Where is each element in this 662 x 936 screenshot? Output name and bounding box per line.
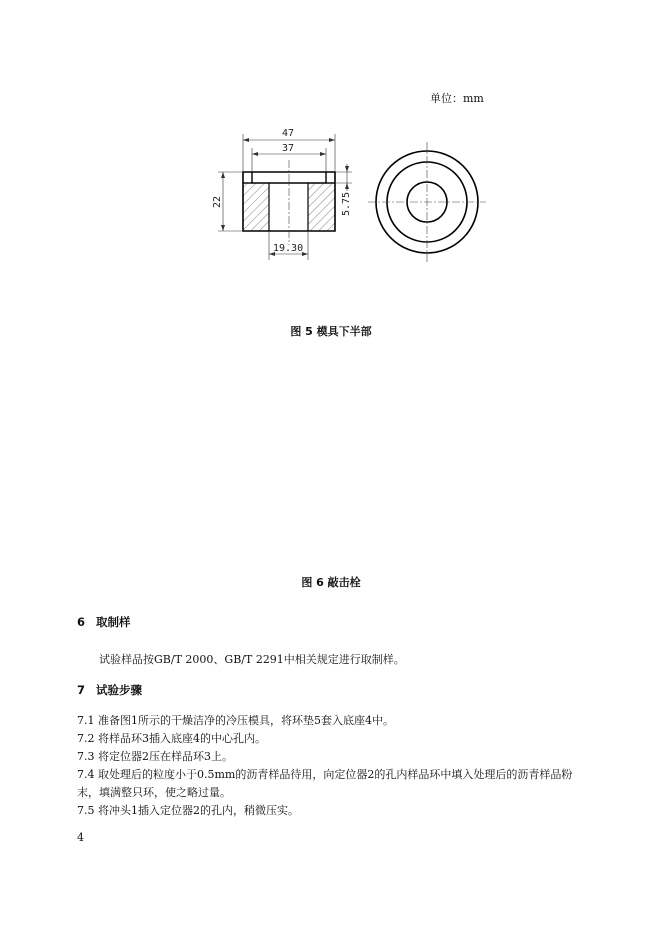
figure-5-drawing [200, 120, 500, 270]
step-7-4: 7.4 取处理后的粒度小于0.5mm的沥青样品待用，向定位器2的孔内样品环中填入处理后的沥青样品粉 [77, 768, 573, 781]
section-6-paragraph: 试验样品按GB/T 2000、GB/T 2291中相关规定进行取制样。 [99, 653, 405, 666]
dim-5-75: 5.75 [341, 191, 352, 216]
step-7-2: 7.2 将样品环3插入底座4的中心孔内。 [77, 732, 266, 745]
figure-5-caption: 图 5 模具下半部 [290, 325, 372, 338]
right-wall-hatch [308, 183, 335, 231]
section-7-number: 7 [77, 683, 86, 697]
section-6-number: 6 [77, 615, 86, 629]
section-7-heading [77, 682, 142, 698]
dim-37: 37 [282, 143, 295, 154]
unit-label: 单位：mm [430, 92, 484, 105]
step-7-1: 7.1 准备图1所示的干燥洁净的冷压模具，将环垫5套入底座4中。 [77, 714, 394, 727]
left-wall-hatch [243, 183, 269, 231]
page-number: 4 [77, 831, 84, 844]
dim-22: 22 [212, 195, 223, 208]
figure-6-caption: 图 6 敲击栓 [301, 576, 361, 589]
section-7-title: 试验步骤 [96, 683, 142, 697]
section-6-title: 取制样 [96, 615, 131, 629]
step-7-4-continued: 末，填满整只环，使之略过量。 [77, 786, 231, 799]
dim-19-30: 19.30 [273, 243, 304, 254]
section-6-heading [77, 614, 131, 630]
top-view [368, 142, 486, 264]
dim-47: 47 [282, 128, 295, 139]
step-7-3: 7.3 将定位器2压在样品环3上。 [77, 750, 233, 763]
step-7-5: 7.5 将冲头1插入定位器2的孔内，稍微压实。 [77, 804, 299, 817]
